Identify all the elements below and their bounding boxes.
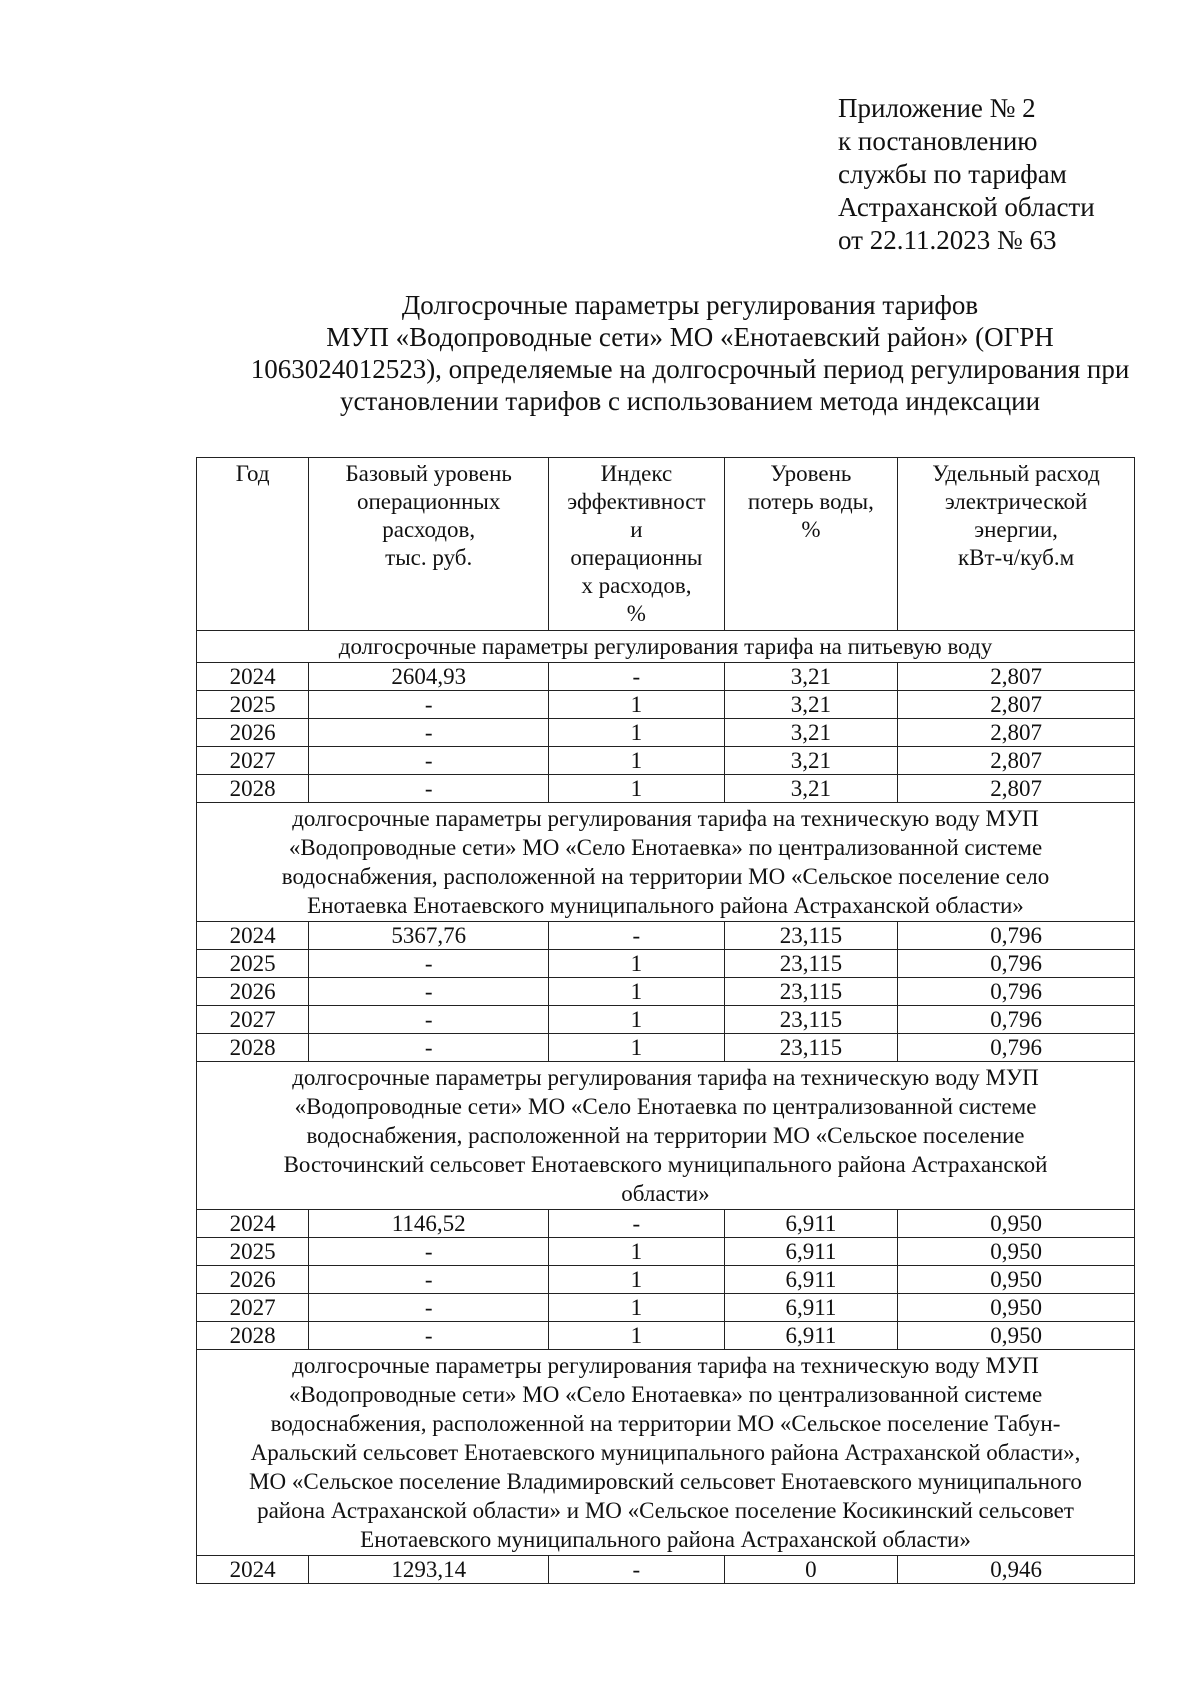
cell-base-expenses: -: [309, 950, 549, 978]
cell-efficiency-index: 1: [549, 950, 725, 978]
cell-water-loss: 23,115: [724, 922, 898, 950]
section-title-text: долгосрочные параметры регулирования тарифа на питьевую воду: [338, 634, 993, 659]
table-row: [197, 1006, 1135, 1034]
section-header-row: [197, 1350, 1135, 1556]
section-title-text: долгосрочные параметры регулирования тарифа на техническую воду МУП «Водопроводные сети» МО «Село Енотаевка» по централизованной системе водоснабжения, расположенной на территории МО «Сельское поселение село Енотаевка Енотаевского муниципального района Астраханской области»: [281, 806, 1050, 918]
section-title: [197, 631, 1135, 663]
cell-energy-consumption: 0,796: [898, 1034, 1135, 1062]
cell-water-loss: 23,115: [724, 978, 898, 1006]
section-header-row: [197, 803, 1135, 922]
table-row: [197, 663, 1135, 691]
cell-base-expenses: -: [309, 691, 549, 719]
cell-year: 2028: [197, 1034, 309, 1062]
table-row: [197, 747, 1135, 775]
table-body: [197, 631, 1135, 1584]
table-row: [197, 719, 1135, 747]
section-title: [197, 1350, 1135, 1556]
cell-efficiency-index: -: [549, 1210, 725, 1238]
cell-energy-consumption: 0,796: [898, 922, 1135, 950]
cell-water-loss: 0: [724, 1556, 898, 1584]
table-row: [197, 775, 1135, 803]
cell-water-loss: 6,911: [724, 1294, 898, 1322]
cell-energy-consumption: 0,950: [898, 1238, 1135, 1266]
cell-year: 2026: [197, 978, 309, 1006]
cell-water-loss: 23,115: [724, 950, 898, 978]
cell-energy-consumption: 2,807: [898, 691, 1135, 719]
table-row: [197, 1034, 1135, 1062]
cell-base-expenses: -: [309, 1266, 549, 1294]
header-energy-consumption: [898, 458, 1135, 631]
cell-energy-consumption: 0,946: [898, 1556, 1135, 1584]
title-line: 1063024012523), определяемые на долгосрочный период регулирования при: [250, 354, 1130, 384]
table-row: [197, 1556, 1135, 1584]
cell-water-loss: 6,911: [724, 1266, 898, 1294]
cell-year: 2025: [197, 1238, 309, 1266]
cell-water-loss: 3,21: [724, 719, 898, 747]
cell-base-expenses: -: [309, 1294, 549, 1322]
cell-efficiency-index: 1: [549, 978, 725, 1006]
cell-base-expenses: -: [309, 1006, 549, 1034]
cell-water-loss: 3,21: [724, 747, 898, 775]
section-title: [197, 1062, 1135, 1210]
cell-water-loss: 3,21: [724, 775, 898, 803]
table-row: [197, 978, 1135, 1006]
section-header-row: [197, 1062, 1135, 1210]
cell-year: 2025: [197, 691, 309, 719]
cell-year: 2024: [197, 922, 309, 950]
cell-year: 2024: [197, 1556, 309, 1584]
header-year: [197, 458, 309, 631]
cell-efficiency-index: 1: [549, 747, 725, 775]
cell-year: 2027: [197, 747, 309, 775]
section-header-row: [197, 631, 1135, 663]
cell-efficiency-index: -: [549, 1556, 725, 1584]
header-year-text: Год: [235, 461, 270, 486]
cell-year: 2024: [197, 1210, 309, 1238]
cell-energy-consumption: 0,796: [898, 978, 1135, 1006]
cell-energy-consumption: 0,796: [898, 1006, 1135, 1034]
table-row: [197, 1266, 1135, 1294]
header-water-loss: [724, 458, 898, 631]
table-row: [197, 922, 1135, 950]
table-row: [197, 1322, 1135, 1350]
document-title: [200, 289, 1180, 417]
header-base-expenses: [309, 458, 549, 631]
cell-efficiency-index: -: [549, 663, 725, 691]
table-row: [197, 1294, 1135, 1322]
title-line: МУП «Водопроводные сети» МО «Енотаевский район» (ОГРН: [326, 322, 1054, 352]
cell-water-loss: 6,911: [724, 1210, 898, 1238]
cell-water-loss: 23,115: [724, 1034, 898, 1062]
cell-energy-consumption: 2,807: [898, 775, 1135, 803]
cell-efficiency-index: 1: [549, 1006, 725, 1034]
cell-efficiency-index: -: [549, 922, 725, 950]
cell-efficiency-index: 1: [549, 1266, 725, 1294]
cell-efficiency-index: 1: [549, 691, 725, 719]
cell-year: 2026: [197, 719, 309, 747]
header-efficiency-index-text: Индекс эффективност и операционны х расходов, %: [567, 461, 706, 626]
section-title-text: долгосрочные параметры регулирования тарифа на техническую воду МУП «Водопроводные сети» МО «Село Енотаевка» по централизованной системе водоснабжения, расположенной на территории МО «Сельское поселение Табун- Аральский сельсовет Енотаевского муниципального района Астраханской области», МО «Сельское поселение Владимировский сельсовет Енотаевского муниципального района Астраханской области» и МО «Сельское поселение Косикинский сельсовет Енотаевского муниципального района Астраханской области»: [249, 1353, 1082, 1552]
cell-base-expenses: 5367,76: [309, 922, 549, 950]
table-row: [197, 1210, 1135, 1238]
cell-water-loss: 3,21: [724, 663, 898, 691]
cell-efficiency-index: 1: [549, 719, 725, 747]
cell-base-expenses: -: [309, 1322, 549, 1350]
table-row: [197, 950, 1135, 978]
cell-efficiency-index: 1: [549, 1238, 725, 1266]
cell-year: 2028: [197, 1322, 309, 1350]
cell-base-expenses: -: [309, 719, 549, 747]
table-header-row: [197, 458, 1135, 631]
header-energy-consumption-text: Удельный расход электрической энергии, кВт-ч/куб.м: [932, 461, 1100, 570]
parameters-table: [196, 457, 1135, 1584]
cell-base-expenses: -: [309, 775, 549, 803]
cell-year: 2027: [197, 1294, 309, 1322]
appendix-line: Астраханской области: [838, 192, 1095, 222]
title-line: Долгосрочные параметры регулирования тарифов: [401, 290, 979, 320]
cell-water-loss: 6,911: [724, 1238, 898, 1266]
header-water-loss-text: Уровень потерь воды, %: [747, 461, 874, 542]
appendix-line: службы по тарифам: [838, 159, 1067, 189]
appendix-block: [838, 92, 1095, 257]
cell-water-loss: 23,115: [724, 1006, 898, 1034]
cell-efficiency-index: 1: [549, 1322, 725, 1350]
cell-energy-consumption: 0,950: [898, 1294, 1135, 1322]
cell-efficiency-index: 1: [549, 775, 725, 803]
cell-efficiency-index: 1: [549, 1034, 725, 1062]
section-title: [197, 803, 1135, 922]
appendix-line: к постановлению: [838, 126, 1038, 156]
cell-base-expenses: 1146,52: [309, 1210, 549, 1238]
table-row: [197, 691, 1135, 719]
table-row: [197, 1238, 1135, 1266]
cell-energy-consumption: 2,807: [898, 747, 1135, 775]
cell-base-expenses: -: [309, 747, 549, 775]
appendix-line: от 22.11.2023 № 63: [838, 225, 1057, 255]
cell-energy-consumption: 0,950: [898, 1266, 1135, 1294]
cell-year: 2026: [197, 1266, 309, 1294]
cell-base-expenses: 2604,93: [309, 663, 549, 691]
appendix-line: Приложение № 2: [838, 93, 1036, 123]
cell-energy-consumption: 0,950: [898, 1210, 1135, 1238]
cell-water-loss: 3,21: [724, 691, 898, 719]
cell-year: 2024: [197, 663, 309, 691]
title-line: установлении тарифов с использованием метода индексации: [339, 386, 1041, 416]
header-efficiency-index: [549, 458, 725, 631]
cell-base-expenses: -: [309, 978, 549, 1006]
cell-energy-consumption: 0,950: [898, 1322, 1135, 1350]
section-title-text: долгосрочные параметры регулирования тарифа на техническую воду МУП «Водопроводные сети» МО «Село Енотаевка по централизованной системе водоснабжения, расположенной на территории МО «Сельское поселение Восточинский сельсовет Енотаевского муниципального района Астраханской области»: [283, 1065, 1048, 1206]
cell-energy-consumption: 0,796: [898, 950, 1135, 978]
cell-efficiency-index: 1: [549, 1294, 725, 1322]
cell-water-loss: 6,911: [724, 1322, 898, 1350]
cell-energy-consumption: 2,807: [898, 663, 1135, 691]
cell-base-expenses: -: [309, 1034, 549, 1062]
cell-base-expenses: -: [309, 1238, 549, 1266]
cell-energy-consumption: 2,807: [898, 719, 1135, 747]
cell-year: 2028: [197, 775, 309, 803]
cell-base-expenses: 1293,14: [309, 1556, 549, 1584]
cell-year: 2025: [197, 950, 309, 978]
header-base-expenses-text: Базовый уровень операционных расходов, тыс. руб.: [345, 461, 512, 570]
cell-year: 2027: [197, 1006, 309, 1034]
